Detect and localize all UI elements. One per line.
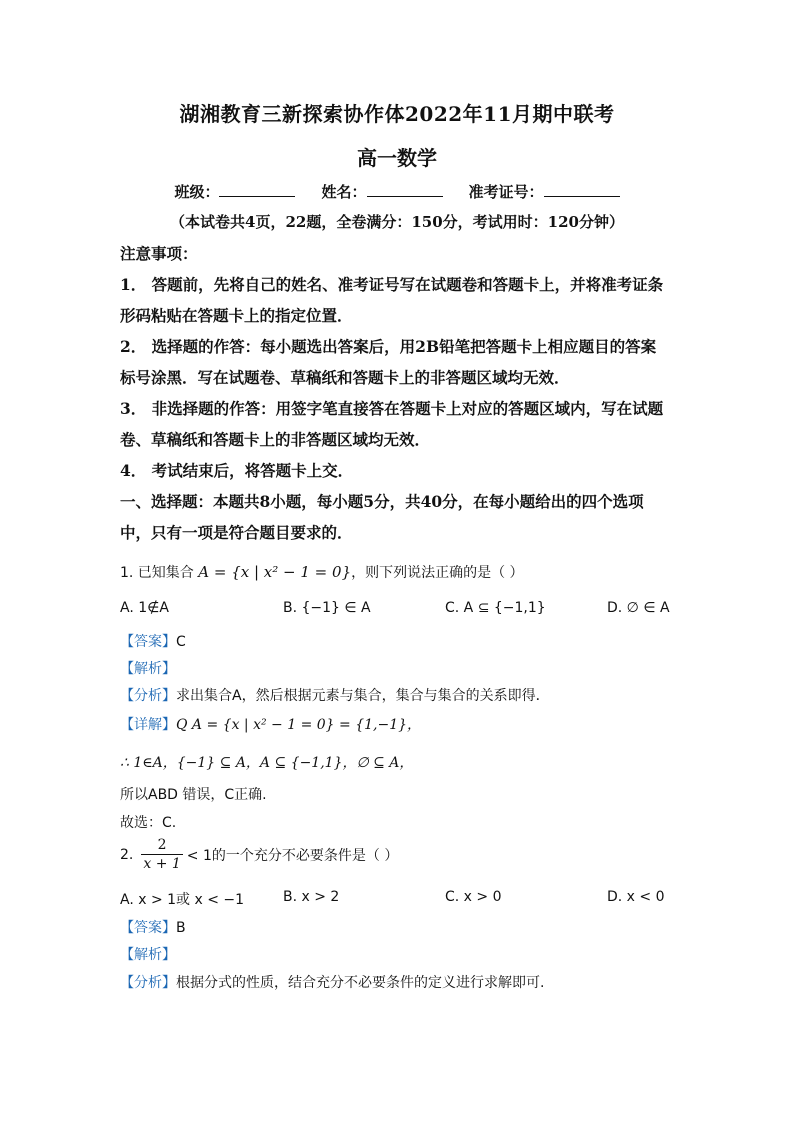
question-2-option-d[interactable]: D. x < 0 xyxy=(607,889,665,905)
analysis-tag: 【解析】 xyxy=(120,661,176,677)
answer-tag: 【答案】 xyxy=(120,920,176,936)
fraction-numerator: 2 xyxy=(141,836,182,855)
question-1-suffix: ，则下列说法正确的是（ ） xyxy=(351,565,524,581)
note-line: 标号涂黑．写在试题卷、草稿纸和答题卡上的非答题区域均无效． xyxy=(120,368,570,387)
note-line: 卷、草稿纸和答题卡上的非答题区域均无效． xyxy=(120,430,431,449)
question-1-stem xyxy=(120,562,524,582)
exam-info: （本试卷共4页，22题，全卷满分：150分，考试用时：120分钟） xyxy=(170,213,624,231)
answer-value: C xyxy=(176,634,186,650)
question-1-fenxi xyxy=(120,685,550,705)
question-2-option-a[interactable]: A. x > 1或 x < −1 xyxy=(120,892,245,908)
question-2-analysis-tag xyxy=(120,944,176,964)
question-2-fenxi xyxy=(120,972,544,992)
question-2-answer xyxy=(120,917,186,937)
detail-text: Q A = {x | x² − 1 = 0} = {1,−1}， xyxy=(176,717,422,733)
question-1-option-c[interactable]: C. A ⊆ {−1,1} xyxy=(445,600,546,616)
question-1-step-3: 所以ABD 错误，C正确. xyxy=(120,787,267,803)
fenxi-tag: 【分析】 xyxy=(120,688,176,704)
name-label: 姓名： xyxy=(321,183,367,201)
name-blank[interactable] xyxy=(367,182,443,197)
notes-heading: 注意事项： xyxy=(120,244,198,263)
question-2-option-b[interactable]: B. x > 2 xyxy=(283,889,340,905)
note-line: 形码粘贴在答题卡上的指定位置． xyxy=(120,306,353,325)
question-2-fraction xyxy=(141,836,182,873)
fenxi-text: 求出集合A，然后根据元素与集合，集合与集合的关系即得． xyxy=(176,688,550,704)
note-line: 2． 选择题的作答：每小题选出答案后，用2B铅笔把答题卡上相应题目的答案 xyxy=(120,337,657,356)
question-1-set: A = {x | x² − 1 = 0} xyxy=(198,563,352,581)
analysis-tag: 【解析】 xyxy=(120,947,176,963)
note-line: 3． 非选择题的作答：用签字笔直接答在答题卡上对应的答题区域内，写在试题 xyxy=(120,399,664,418)
question-1-answer xyxy=(120,631,186,651)
question-1-prefix: 1. 已知集合 xyxy=(120,565,194,581)
student-info-row xyxy=(0,181,794,202)
answer-tag: 【答案】 xyxy=(120,634,176,650)
note-line: 4． 考试结束后，将答题卡上交． xyxy=(120,461,354,480)
exam-no-blank[interactable] xyxy=(544,182,620,197)
fraction-denominator: x + 1 xyxy=(143,856,181,872)
question-1-detail xyxy=(120,714,421,734)
question-2-prefix: 2. xyxy=(120,846,134,863)
question-2-stem xyxy=(120,836,398,873)
detail-tag: 【详解】 xyxy=(120,717,176,733)
exam-no-label: 准考证号： xyxy=(468,183,544,201)
question-2-suffix: < 1的一个充分不必要条件是（ ） xyxy=(186,847,399,864)
question-1-step-4: 故选：C. xyxy=(120,815,177,831)
answer-value: B xyxy=(176,920,186,936)
question-1-analysis-tag xyxy=(120,658,176,678)
fenxi-tag: 【分析】 xyxy=(120,975,176,991)
question-2-option-c[interactable]: C. x > 0 xyxy=(445,889,502,905)
class-blank[interactable] xyxy=(219,182,295,197)
note-line: 1． 答题前，先将自己的姓名、准考证号写在试题卷和答题卡上，并将准考证条 xyxy=(120,275,664,294)
question-1-step-2: ∴ 1∈A，{−1} ⊆ A，A ⊆ {−1,1}，∅ ⊆ A， xyxy=(120,755,414,771)
section-heading: 一、选择题：本题共8小题，每小题5分，共40分，在每小题给出的四个选项 xyxy=(120,492,644,511)
exam-title: 湖湘教育三新探索协作体2022年11月期中联考 xyxy=(179,102,615,126)
question-1-option-a[interactable]: A. 1∉A xyxy=(120,600,169,616)
fenxi-text: 根据分式的性质，结合充分不必要条件的定义进行求解即可. xyxy=(176,975,545,991)
subject-title: 高一数学 xyxy=(357,146,437,170)
section-heading-cont: 中，只有一项是符合题目要求的． xyxy=(120,523,353,542)
question-1-option-b[interactable]: B. {−1} ∈ A xyxy=(283,600,371,616)
question-1-option-d[interactable]: D. ∅ ∈ A xyxy=(607,600,670,616)
class-label: 班级： xyxy=(174,183,220,201)
